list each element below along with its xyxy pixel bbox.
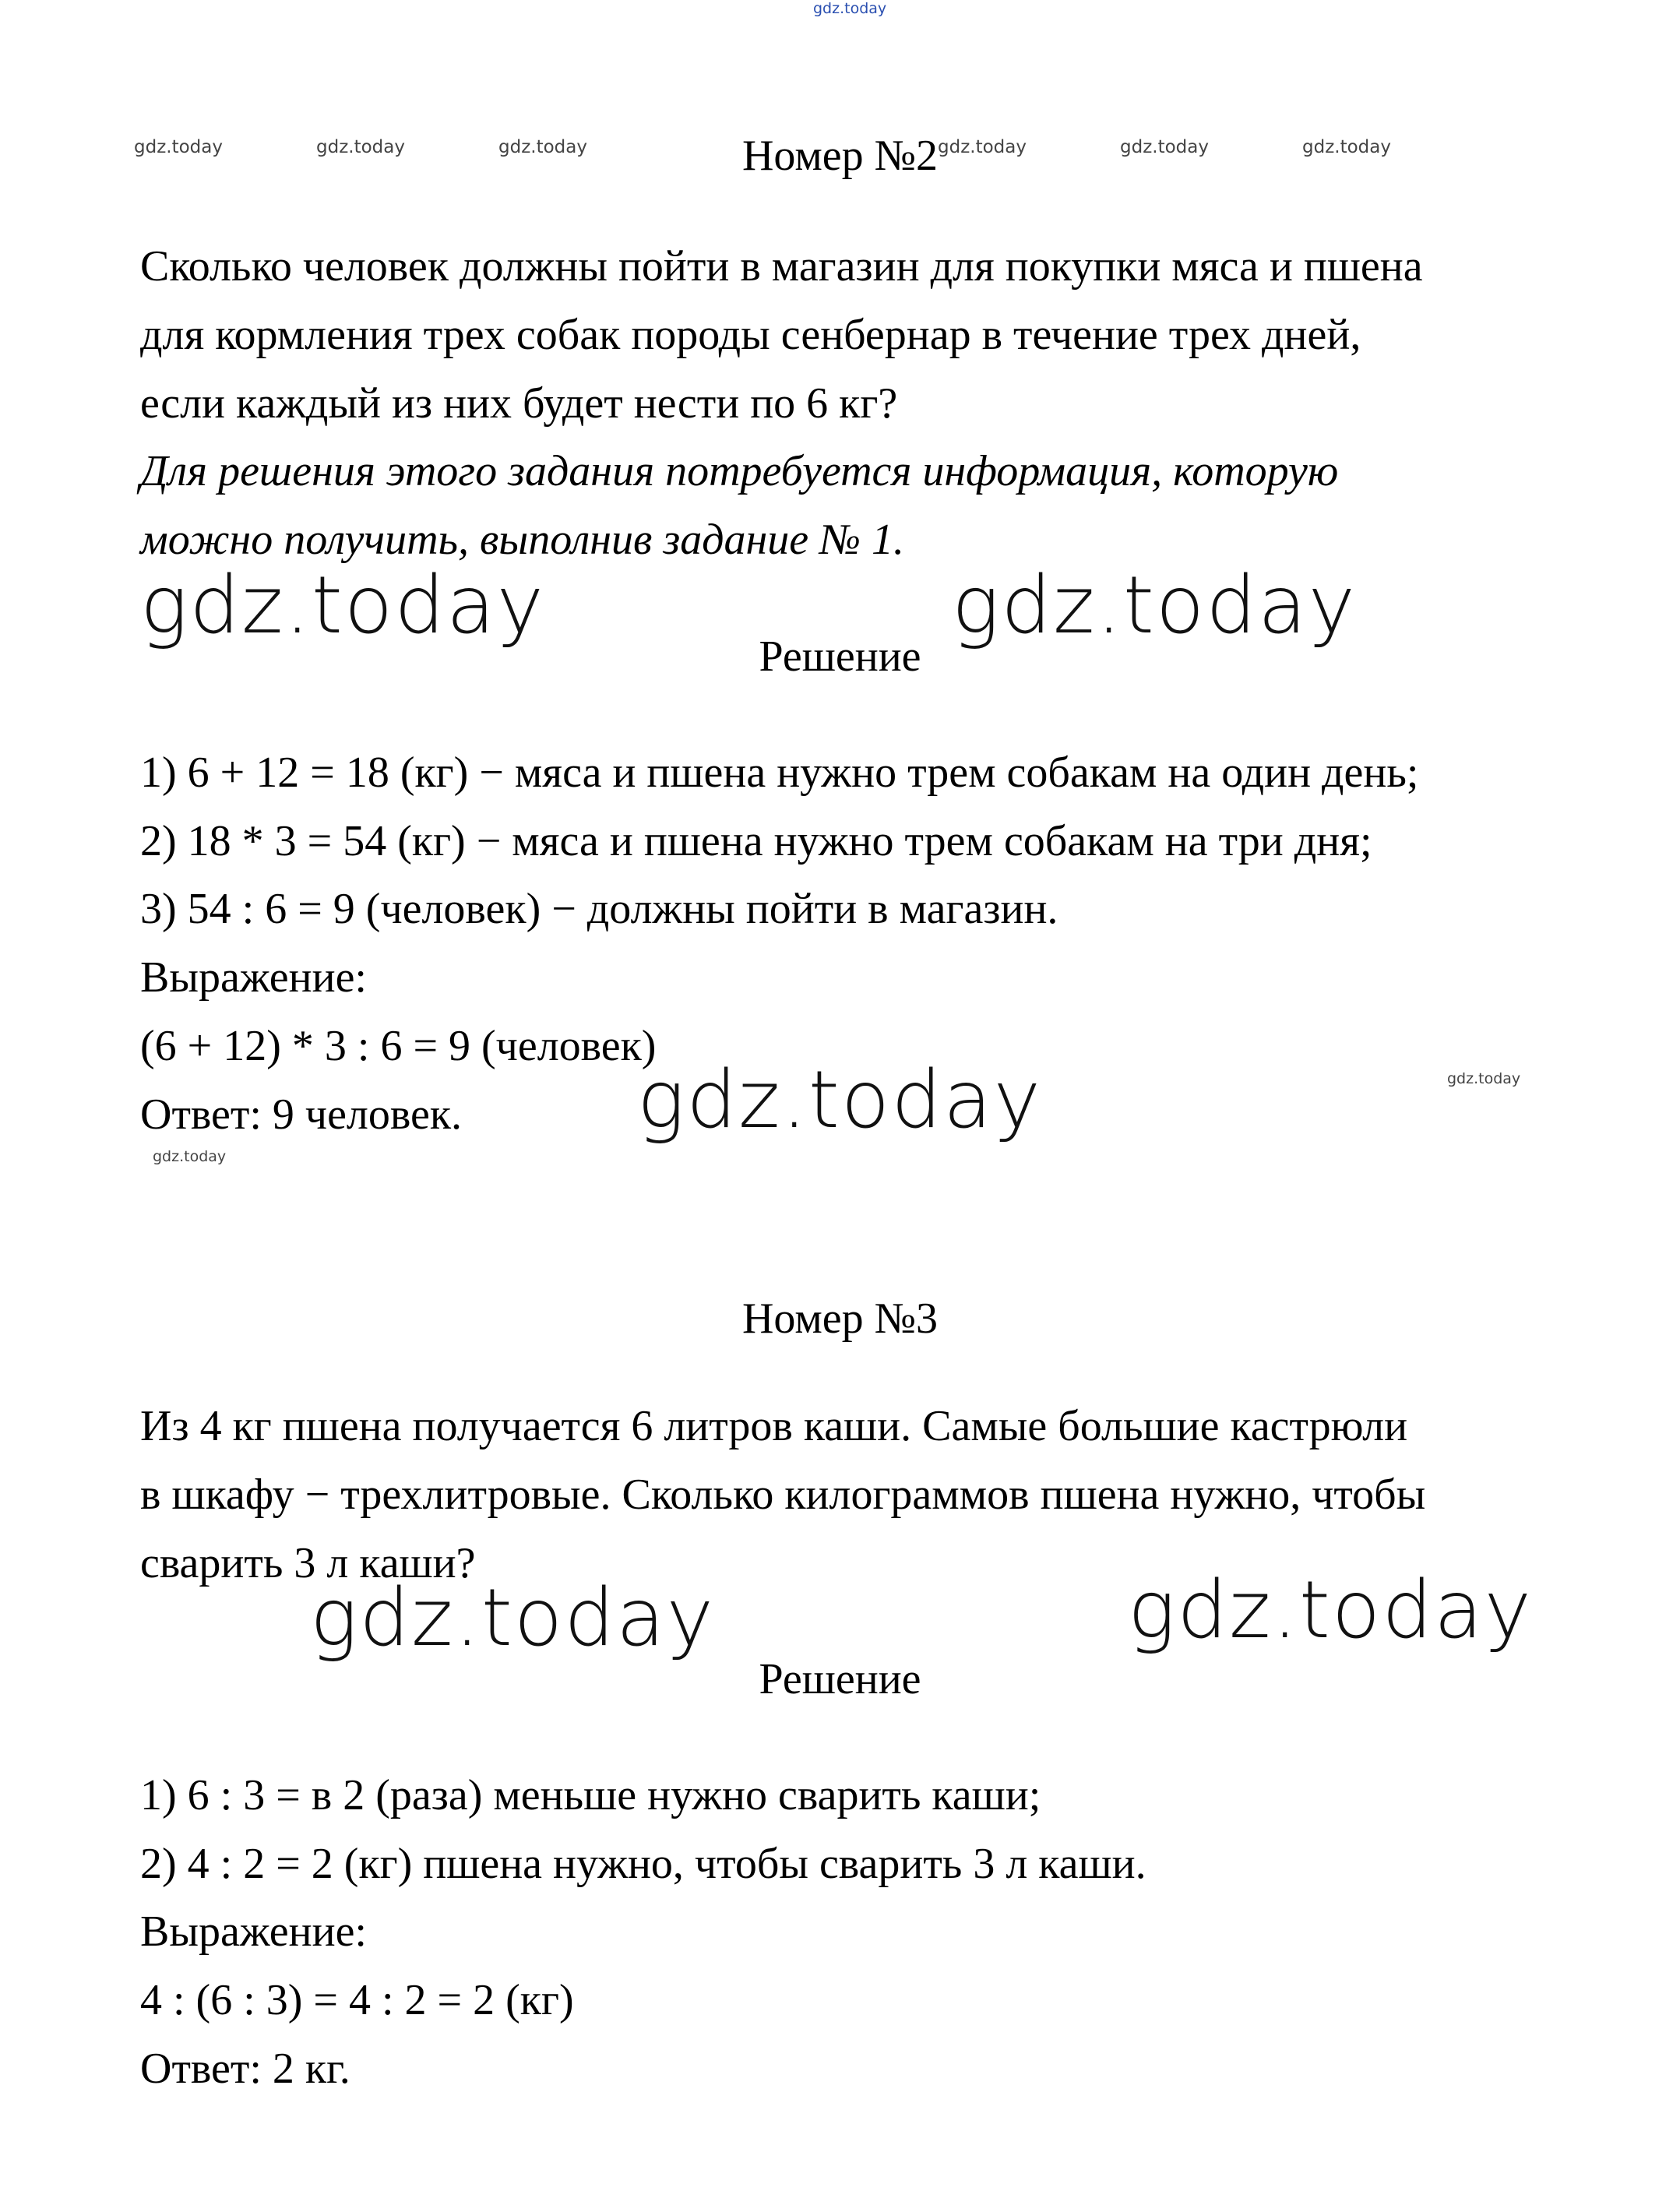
watermark-small: gdz.today: [153, 1148, 227, 1165]
task2-note-line: можно получить, выполнив задание № 1.: [140, 516, 904, 564]
watermark-small: gdz.today: [134, 137, 223, 157]
task2-question-line: для кормления трех собак породы сенбернар в течение трех дней,: [140, 311, 1361, 359]
watermark-small: gdz.today: [1120, 137, 1209, 157]
task3-step: 2) 4 : 2 = 2 (кг) пшена нужно, чтобы сварить 3 л каши.: [140, 1840, 1146, 1888]
task2-expression: (6 + 12) * 3 : 6 = 9 (человек): [140, 1022, 657, 1070]
watermark-large: gdz.today: [637, 1054, 1042, 1147]
task3-solution-label: Решение: [759, 1655, 921, 1703]
task2-note-line: Для решения этого задания потребуется информация, которую: [140, 447, 1339, 495]
task2-step: 1) 6 + 12 = 18 (кг) − мяса и пшена нужно трем собакам на один день;: [140, 749, 1419, 797]
task3-answer: Ответ: 2 кг.: [140, 2045, 350, 2093]
watermark-small: gdz.today: [316, 137, 405, 157]
watermark-small: gdz.today: [1447, 1070, 1521, 1087]
task2-heading: Номер №2: [741, 132, 939, 180]
task2-question-line: Сколько человек должны пойти в магазин для покупки мяса и пшена: [140, 242, 1423, 291]
task3-step: 1) 6 : 3 = в 2 (раза) меньше нужно сварить каши;: [140, 1771, 1041, 1819]
task3-question-line: сварить 3 л каши?: [140, 1539, 476, 1587]
watermark-small: gdz.today: [498, 137, 587, 157]
task2-answer: Ответ: 9 человек.: [140, 1090, 463, 1139]
watermark-large: gdz.today: [1128, 1564, 1533, 1657]
watermark-small: gdz.today: [1302, 137, 1391, 157]
task3-question-line: Из 4 кг пшена получается 6 литров каши. Самые большие кастрюли: [140, 1402, 1408, 1450]
task3-expression-label: Выражение:: [140, 1907, 367, 1956]
task3-expression: 4 : (6 : 3) = 4 : 2 = 2 (кг): [140, 1976, 574, 2024]
watermark-large: gdz.today: [310, 1572, 715, 1664]
task2-step: 2) 18 * 3 = 54 (кг) − мяса и пшена нужно трем собакам на три дня;: [140, 817, 1372, 865]
task2-expression-label: Выражение:: [140, 953, 367, 1002]
task3-heading: Номер №3: [741, 1294, 939, 1343]
task2-step: 3) 54 : 6 = 9 (человек) − должны пойти в магазин.: [140, 885, 1058, 933]
watermark-large: gdz.today: [140, 559, 545, 652]
watermark-large: gdz.today: [952, 559, 1357, 652]
watermark-small: gdz.today: [938, 137, 1027, 157]
task2-question-line: если каждый из них будет нести по 6 кг?: [140, 379, 898, 428]
watermark-top: gdz.today: [813, 0, 887, 17]
task2-solution-label: Решение: [759, 632, 921, 681]
task3-question-line: в шкафу − трехлитровые. Сколько килограммов пшена нужно, чтобы: [140, 1471, 1426, 1519]
